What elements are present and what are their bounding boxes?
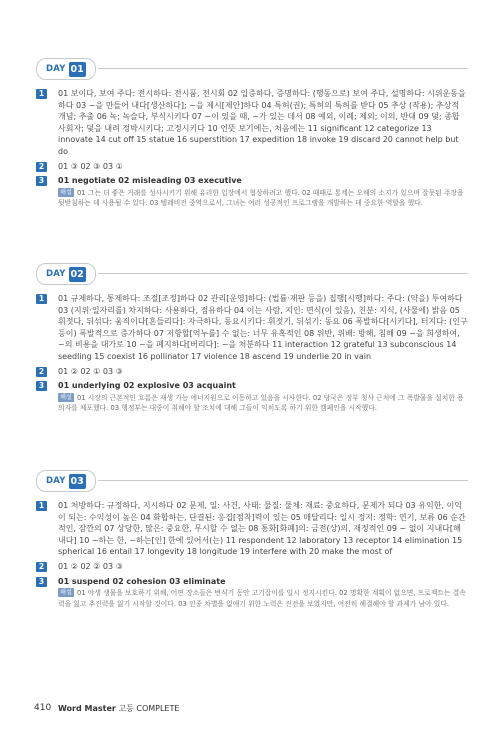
answer-text: 01 negotiate 02 misleading 03 executive	[58, 176, 242, 186]
day-label: DAY	[46, 64, 66, 74]
day-label: DAY	[46, 476, 66, 486]
question-2	[36, 366, 468, 378]
question-3	[36, 576, 468, 609]
question-1	[36, 293, 468, 363]
day-label: DAY	[46, 269, 66, 279]
top-margin	[0, 0, 500, 28]
question-1	[36, 88, 468, 158]
divider	[98, 273, 468, 274]
day-02-section	[36, 263, 468, 417]
question-number: 1	[36, 294, 47, 304]
question-3	[36, 380, 468, 413]
question-2	[36, 161, 468, 173]
explanation	[58, 393, 468, 414]
day-number: 01	[70, 63, 84, 75]
day-tab	[36, 58, 96, 80]
day-number: 02	[70, 268, 84, 280]
explanation	[58, 188, 468, 209]
explanation-text: 01 그는 더 좋은 거래를 성사시키기 위해 유리한 입장에서 협상하려고 했다. 02 때때로 통계는 오해의 소지가 있으며 잘못된 주장을 뒷받침하는 데 사용될 수 있다. 03 텔레비전 중역으로서, 그녀는 여러 성공적인 프로그램을 개발하는 데 중요한 역할을 했다.	[58, 188, 464, 208]
page-footer	[0, 697, 500, 719]
day-header	[36, 263, 468, 285]
answer-text: 01 ② 02 ① 03 ③	[58, 366, 123, 376]
answer-text: 01 ③ 02 ③ 03 ①	[58, 161, 123, 171]
question-number: 3	[36, 176, 47, 186]
answer-text: 01 처방하다: 규정하다, 지시하다 02 문제, 일: 사건, 사태: 물질: 물체: 재료: 중요하다, 문제가 되다 03 유익한, 이익이 되는: 수익성이 높은 04 화합하는, 단결된: 응집[점착]력이 있는 05 매달리다: 일시 정지: 정학: 연기, 보류 06 순간적인, 잠깐의 07 상당한, 많은: 중요한, 무시할 수 없는 08 통화[화폐]의: 금전(상)의, 재정적인 09 ~ 없이 지내다[해내다] 10 ~하는 한, ~하는[인] 한에 있어서(는) 11 respondent 12 laboratory 13 receptor 14 elimination 15 spherical 16 entail 17 longevity 18 longitude 19 interfere with 20 make the most of	[58, 501, 466, 557]
book-title	[58, 703, 179, 714]
question-number: 1	[36, 501, 47, 511]
day-01-section	[36, 58, 468, 212]
day-tab	[36, 470, 96, 492]
divider	[98, 480, 468, 481]
book-title-rest: 고등 COMPLETE	[118, 703, 180, 713]
question-number: 3	[36, 381, 47, 391]
divider	[98, 68, 468, 69]
day-number: 03	[70, 475, 84, 487]
question-number: 2	[36, 162, 47, 172]
question-2	[36, 561, 468, 573]
question-3	[36, 175, 468, 208]
answer-text: 01 보이다, 보여 주다: 전시하다: 전시품, 전시회 02 입증하다, 증명하다: (행동으로) 보여 주다, 설명하다: 시위운동을 하다 03 ~을 만들어 내다[생산하다]; ~을 제시[제안]하다 04 특허(권); 특허의 특허를 받다 05 추상 (작용); 추상적 개념; 추출 06 녹; 녹슬다, 부식시키다 07 ~이 있을 때, ~가 있는 데서 08 예외, 이례; 제외; 이의, 반대 09 덫; 종합 사회자; 덫을 내려 정박시키다; 고정시키다 10 언뜻 보기에는, 처음에는 11 significant 12 categorize 13 innovate 14 cut off 15 statue 16 superstition 17 expedition 18 invoke 19 discard 20 cannot help but do	[58, 89, 466, 156]
question-number: 1	[36, 89, 47, 99]
answer-text: 01 underlying 02 explosive 03 acquaint	[58, 381, 236, 391]
book-title-bold: Word Master	[58, 703, 116, 713]
day-header	[36, 470, 468, 492]
explanation-badge: 해설	[60, 589, 72, 597]
question-number: 2	[36, 562, 47, 572]
explanation-badge: 해설	[60, 188, 72, 196]
question-number: 2	[36, 367, 47, 377]
day-03-section	[36, 470, 468, 612]
explanation	[58, 588, 468, 609]
explanation-badge: 해설	[60, 393, 72, 401]
answer-text: 01 규제하다, 통제하다: 조절[조정]하다 02 관리[운영]하다: (법률·재판 등을) 집행[시행]하다: 주다: (약을) 투여하다 03 (지위·일자리를) 차지하다: 사용하다, 점유하다 04 이는 사람, 지인: 면식(이 있음), 친분: 지식, (사물에) 밝음 05 휘젓다, 뒤섞다: 움직이다[흔들리다]: 자극하다, 동요시키다: 휘젓기, 뒤섞기: 동요 06 폭발하다[시키다], 터지다: (인구 등이) 폭발적으로 증가하다 07 저항할[억누를] 수 없는: 너무 유혹적인 08 위반, 위배: 방해, 침해 09 ~을 희생하여, ~의 비용을 대가로 10 ~을 폐지하다[버리다]: ~을 처분하다 11 interaction 12 grateful 13 subconscious 14 seedling 15 coexist 16 pollinator 17 violence 18 ascend 19 underlie 20 in vain	[58, 294, 468, 361]
question-number: 3	[36, 577, 47, 587]
explanation-text: 01 시장의 근본적인 흐름은 재생 가능 에너지원으로 이동하고 있음을 시사한다. 02 당국은 정부 청사 근처에 그 폭발물을 설치한 용의자를 체포했다. 03 행정부는 대중이 취해야 할 조치에 대해 그들이 익히도록 하기 위한 캠페인을 시작했다.	[58, 393, 464, 413]
explanation-text: 01 야생 생물을 보호하기 위해, 어떤 장소들은 번식기 동안 고기잡이를 일시 정지시킨다. 02 명확한 계획이 없으면, 프로젝트는 결속력을 잃고 추진력을 잃기 시작할 것이다. 03 인종 차별을 없애기 위한 노력은 진전을 보였지만, 여전히 해결해야 할 과제가 남아 있다.	[58, 589, 466, 608]
answer-text: 01 ② 02 ② 03 ③	[58, 561, 123, 571]
day-tab	[36, 263, 96, 285]
answer-text: 01 suspend 02 cohesion 03 eliminate	[58, 576, 226, 586]
day-header	[36, 58, 468, 80]
page-number: 410	[34, 703, 52, 713]
question-1	[36, 500, 468, 558]
